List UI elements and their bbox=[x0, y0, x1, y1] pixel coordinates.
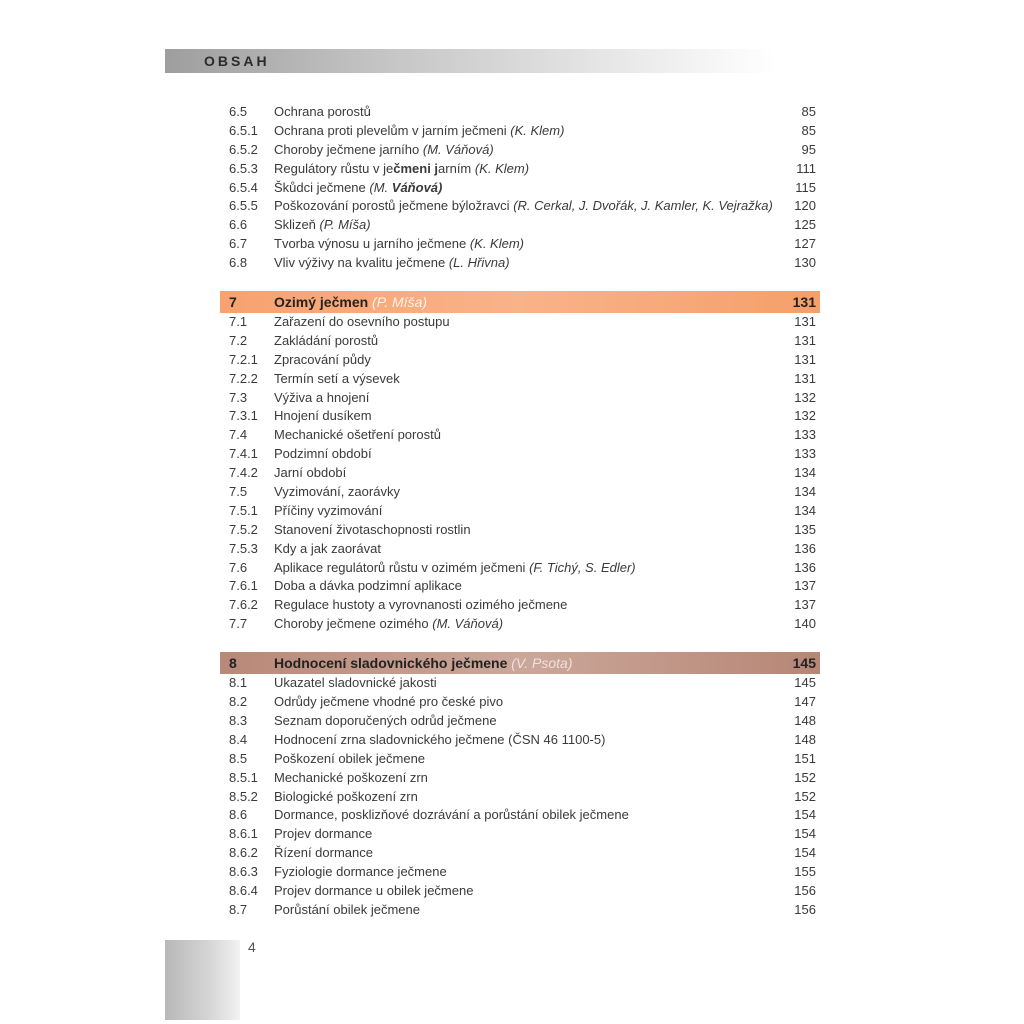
toc-entry[interactable] bbox=[220, 464, 820, 483]
entry-title: Mechanické ošetření porostů bbox=[274, 427, 441, 443]
entry-number: 8.5.2 bbox=[229, 788, 258, 804]
entry-page: 137 bbox=[794, 578, 816, 594]
entry-author: (K. Klem) bbox=[469, 236, 524, 252]
entry-number: 7.1 bbox=[229, 314, 248, 330]
entry-title: Aplikace regulátorů růstu v ozimém ječmeni (F. Tichý, S. Edler) bbox=[274, 559, 636, 575]
entry-title: Podzimní období bbox=[274, 446, 372, 462]
entry-number: 7.4.1 bbox=[229, 446, 258, 462]
toc-section-7 bbox=[220, 313, 820, 634]
entry-number: 6.5.1 bbox=[229, 122, 258, 138]
toc-entry[interactable] bbox=[220, 844, 820, 863]
entry-number: 7.5 bbox=[229, 484, 248, 500]
toc-entry[interactable] bbox=[220, 179, 820, 198]
entry-page: 154 bbox=[794, 826, 816, 842]
entry-author: (M. Váňová) bbox=[432, 616, 504, 632]
entry-page: 127 bbox=[794, 236, 816, 252]
toc-entry[interactable] bbox=[220, 559, 820, 578]
entry-page: 152 bbox=[794, 788, 816, 804]
toc-entry[interactable] bbox=[220, 750, 820, 769]
entry-page: 132 bbox=[794, 408, 816, 424]
toc-entry[interactable] bbox=[220, 216, 820, 235]
entry-page: 148 bbox=[794, 731, 816, 747]
entry-number: 7.6.2 bbox=[229, 597, 258, 613]
entry-page: 136 bbox=[794, 540, 816, 556]
toc-entry[interactable] bbox=[220, 351, 820, 370]
entry-author: (F. Tichý, S. Edler) bbox=[529, 559, 636, 575]
entry-page: 95 bbox=[801, 141, 816, 157]
chapter-author: (V. Psota) bbox=[511, 655, 573, 672]
entry-page: 136 bbox=[794, 559, 816, 575]
entry-title: Zakládání porostů bbox=[274, 332, 379, 348]
page-edge-shade bbox=[165, 940, 240, 1020]
entry-page: 151 bbox=[794, 750, 816, 766]
toc-entry[interactable] bbox=[220, 197, 820, 216]
toc-entry[interactable] bbox=[220, 426, 820, 445]
entry-page: 155 bbox=[794, 864, 816, 880]
entry-page: 132 bbox=[794, 389, 816, 405]
entry-title: Vyzimování, zaorávky bbox=[274, 484, 400, 500]
entry-page: 85 bbox=[801, 104, 816, 119]
entry-number: 8.6.1 bbox=[229, 826, 258, 842]
entry-title: Projev dormance bbox=[274, 826, 373, 842]
toc-entry[interactable] bbox=[220, 863, 820, 882]
toc-entry[interactable] bbox=[220, 615, 820, 634]
entry-title: Seznam doporučených odrůd ječmene bbox=[274, 712, 497, 728]
entry-title: Dormance, posklizňové dozrávání a porůstání obilek ječmene bbox=[274, 807, 629, 823]
entry-title: Stanovení životaschopnosti rostlin bbox=[274, 521, 471, 537]
chapter-page: 145 bbox=[792, 655, 816, 672]
entry-page: 137 bbox=[794, 597, 816, 613]
toc-entry[interactable] bbox=[220, 882, 820, 901]
toc-entry[interactable] bbox=[220, 788, 820, 807]
entry-page: 133 bbox=[794, 446, 816, 462]
entry-title: Projev dormance u obilek ječmene bbox=[274, 882, 474, 898]
table-of-contents bbox=[220, 103, 820, 920]
entry-title: Tvorba výnosu u jarního ječmene (K. Klem) bbox=[274, 236, 524, 252]
toc-entry[interactable] bbox=[220, 407, 820, 426]
entry-number: 7.5.3 bbox=[229, 540, 258, 556]
entry-page: 131 bbox=[794, 314, 816, 330]
entry-page: 134 bbox=[794, 465, 816, 481]
toc-entry[interactable] bbox=[220, 769, 820, 788]
entry-page: 115 bbox=[795, 179, 816, 195]
toc-entry[interactable] bbox=[220, 806, 820, 825]
entry-number: 7.2 bbox=[229, 332, 248, 348]
entry-title: Poškozování porostů ječmene býložravci (R. Cerkal, J. Dvořák, J. Kamler, K. Vejražka) bbox=[274, 198, 773, 214]
entry-page: 131 bbox=[794, 370, 816, 386]
toc-entry[interactable] bbox=[220, 502, 820, 521]
entry-page: 131 bbox=[794, 351, 816, 367]
entry-number: 8.6.3 bbox=[229, 864, 258, 880]
entry-page: 111 bbox=[796, 160, 816, 176]
toc-entry[interactable] bbox=[220, 596, 820, 615]
entry-author: (L. Hřivna) bbox=[448, 255, 510, 271]
entry-number: 7.5.2 bbox=[229, 521, 258, 537]
entry-page: 154 bbox=[794, 807, 816, 823]
section-gap bbox=[220, 273, 820, 291]
entry-title: Regulátory růstu v ječmeni jarním (K. Klem) bbox=[274, 160, 530, 176]
entry-page: 131 bbox=[794, 332, 816, 348]
toc-entry[interactable] bbox=[220, 103, 820, 122]
entry-number: 6.5 bbox=[229, 104, 248, 119]
entry-number: 7.6 bbox=[229, 559, 248, 575]
chapter-page: 131 bbox=[792, 294, 816, 311]
entry-number: 8.1 bbox=[229, 675, 248, 691]
entry-title: Ochrana proti plevelům v jarním ječmeni (K. Klem) bbox=[274, 122, 565, 138]
entry-author: (R. Cerkal, J. Dvořák, J. Kamler, K. Vejražka) bbox=[513, 198, 773, 214]
entry-page: 145 bbox=[794, 675, 816, 691]
entry-number: 8.5.1 bbox=[229, 769, 258, 785]
chapter-number: 7 bbox=[229, 294, 237, 311]
entry-page: 134 bbox=[794, 502, 816, 518]
entry-page: 120 bbox=[794, 198, 816, 214]
toc-entry[interactable] bbox=[220, 693, 820, 712]
entry-title: Vliv výživy na kvalitu ječmene (L. Hřivna) bbox=[274, 255, 510, 271]
chapter-author: (P. Míša) bbox=[372, 294, 428, 311]
toc-entry[interactable] bbox=[220, 332, 820, 351]
toc-entry[interactable] bbox=[220, 160, 820, 179]
entry-title: Příčiny vyzimování bbox=[274, 502, 383, 518]
entry-number: 7.2.1 bbox=[229, 351, 258, 367]
entry-number: 7.6.1 bbox=[229, 578, 258, 594]
toc-entry[interactable] bbox=[220, 141, 820, 160]
entry-title: Choroby ječmene jarního (M. Váňová) bbox=[274, 141, 494, 157]
chapter-number: 8 bbox=[229, 655, 237, 672]
entry-title: Biologické poškození zrn bbox=[274, 788, 418, 804]
entry-title: Choroby ječmene ozimého (M. Váňová) bbox=[274, 616, 504, 632]
entry-number: 7.3.1 bbox=[229, 408, 258, 424]
toc-entry[interactable] bbox=[220, 540, 820, 559]
entry-number: 7.3 bbox=[229, 389, 248, 405]
entry-title: Mechanické poškození zrn bbox=[274, 769, 428, 785]
entry-number: 6.8 bbox=[229, 255, 248, 271]
entry-title: Hodnocení zrna sladovnického ječmene (ČSN 46 1100-5) bbox=[274, 731, 606, 747]
entry-page: 85 bbox=[801, 122, 816, 138]
entry-number: 6.5.4 bbox=[229, 179, 258, 195]
entry-author: (K. Klem) bbox=[510, 122, 565, 138]
entry-number: 8.3 bbox=[229, 712, 248, 728]
entry-number: 6.5.5 bbox=[229, 198, 258, 214]
entry-page: 134 bbox=[794, 484, 816, 500]
entry-page: 156 bbox=[794, 901, 816, 917]
entry-title: Porůstání obilek ječmene bbox=[274, 901, 420, 917]
entry-number: 7.4.2 bbox=[229, 465, 258, 481]
entry-title: Odrůdy ječmene vhodné pro české pivo bbox=[274, 694, 504, 710]
chapter-heading-7[interactable] bbox=[220, 291, 820, 313]
entry-page: 140 bbox=[794, 616, 816, 632]
entry-number: 8.5 bbox=[229, 750, 248, 766]
toc-entry[interactable] bbox=[220, 313, 820, 332]
entry-title: Poškození obilek ječmene bbox=[274, 750, 426, 766]
entry-number: 6.7 bbox=[229, 236, 248, 252]
toc-entry[interactable] bbox=[220, 577, 820, 596]
entry-title: Fyziologie dormance ječmene bbox=[274, 864, 447, 880]
entry-title: Výživa a hnojení bbox=[274, 389, 370, 405]
entry-title: Termín setí a výsevek bbox=[274, 370, 400, 386]
entry-number: 8.2 bbox=[229, 694, 248, 710]
entry-title: Sklizeň (P. Míša) bbox=[274, 217, 371, 233]
entry-page: 130 bbox=[794, 255, 816, 271]
entry-number: 7.5.1 bbox=[229, 502, 258, 518]
toc-entry[interactable] bbox=[220, 901, 820, 920]
entry-page: 156 bbox=[794, 882, 816, 898]
entry-title: Hnojení dusíkem bbox=[274, 408, 372, 424]
entry-page: 152 bbox=[794, 769, 816, 785]
toc-entry[interactable] bbox=[220, 389, 820, 408]
toc-entry[interactable] bbox=[220, 445, 820, 464]
entry-title: Jarní období bbox=[274, 465, 347, 481]
section-gap bbox=[220, 634, 820, 652]
toc-entry[interactable] bbox=[220, 731, 820, 750]
chapter-title: Ozimý ječmen (P. Míša) bbox=[274, 294, 428, 311]
entry-number: 6.5.2 bbox=[229, 141, 258, 157]
toc-entry[interactable] bbox=[220, 122, 820, 141]
entry-number: 8.6.2 bbox=[229, 845, 258, 861]
entry-page: 125 bbox=[794, 217, 816, 233]
entry-number: 7.7 bbox=[229, 616, 248, 632]
entry-number: 8.6 bbox=[229, 807, 248, 823]
toc-entry[interactable] bbox=[220, 254, 820, 273]
entry-title: Zpracování půdy bbox=[274, 351, 371, 367]
chapter-heading-8[interactable] bbox=[220, 652, 820, 674]
entry-number: 6.6 bbox=[229, 217, 248, 233]
entry-page: 133 bbox=[794, 427, 816, 443]
entry-page: 147 bbox=[794, 694, 816, 710]
entry-page: 154 bbox=[794, 845, 816, 861]
entry-page: 148 bbox=[794, 712, 816, 728]
entry-number: 8.7 bbox=[229, 901, 248, 917]
toc-section-8 bbox=[220, 674, 820, 920]
entry-number: 8.6.4 bbox=[229, 882, 258, 898]
toc-entry[interactable] bbox=[220, 235, 820, 254]
toc-section-6 bbox=[220, 103, 820, 273]
page-title: OBSAH bbox=[204, 53, 270, 69]
entry-author: (M. Váňová) bbox=[422, 141, 494, 157]
entry-number: 6.5.3 bbox=[229, 160, 258, 176]
entry-number: 7.2.2 bbox=[229, 370, 258, 386]
toc-entry[interactable] bbox=[220, 483, 820, 502]
entry-title: Škůdci ječmene (M. Váňová) bbox=[274, 179, 443, 195]
toc-entry[interactable] bbox=[220, 521, 820, 540]
toc-entry[interactable] bbox=[220, 674, 820, 693]
entry-title: Kdy a jak zaorávat bbox=[274, 540, 381, 556]
entry-number: 8.4 bbox=[229, 731, 248, 747]
entry-page: 135 bbox=[794, 521, 816, 537]
page-number: 4 bbox=[248, 939, 256, 955]
toc-entry[interactable] bbox=[220, 825, 820, 844]
entry-title: Ukazatel sladovnické jakosti bbox=[274, 675, 437, 691]
entry-title: Doba a dávka podzimní aplikace bbox=[274, 578, 462, 594]
toc-entry[interactable] bbox=[220, 370, 820, 389]
entry-title: Regulace hustoty a vyrovnanosti ozimého ječmene bbox=[274, 597, 568, 613]
entry-title: Ochrana porostů bbox=[274, 104, 371, 119]
entry-author: (M. Váňová) bbox=[369, 179, 443, 195]
entry-number: 7.4 bbox=[229, 427, 248, 443]
entry-title: Řízení dormance bbox=[274, 845, 373, 861]
entry-author: (K. Klem) bbox=[474, 160, 530, 176]
toc-entry[interactable] bbox=[220, 712, 820, 731]
entry-title: Zařazení do osevního postupu bbox=[274, 314, 450, 330]
chapter-title: Hodnocení sladovnického ječmene (V. Psota) bbox=[274, 655, 573, 672]
entry-author: (P. Míša) bbox=[319, 217, 371, 233]
